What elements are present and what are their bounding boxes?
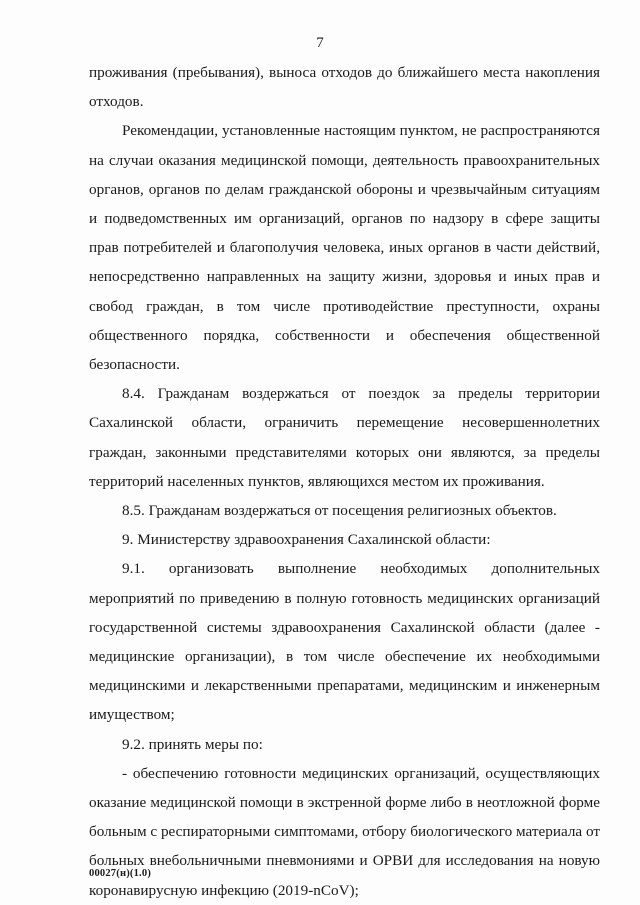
paragraph-8-4: 8.4. Гражданам воздержаться от поездок за пределы территории Сахалинской области, ограничить перемещение несовершеннолетних граждан, законными представителями которых они являются, за пределы территорий населенных пунктов, являющихся местом их проживания. — [89, 385, 600, 490]
page-number: 7 — [316, 35, 324, 51]
document-code: 00027(н)(1.0) — [89, 868, 152, 879]
paragraph-9-2: 9.2. принять меры по: — [122, 735, 263, 753]
paragraph-continued: проживания (пребывания), выноса отходов до ближайшего места накопления отходов. — [89, 64, 600, 111]
paragraph-9-2-bullet: - обеспечению готовности медицинских организаций, осуществляющих оказание медицинской помощи в экстренной форме либо в неотложной форме больным с респираторными симптомами, отбору биологического материала от больных внебольничными пневмониями и ОРВИ для исследования на новую коронавирусную инфекцию (2019-nCoV); — [89, 764, 600, 899]
paragraph-recommendations: Рекомендации, установленные настоящим пунктом, не распространяются на случаи оказания медицинской помощи, деятельность правоохранительных органов, органов по делам гражданской обороны и чрезвычайным ситуациям и подведомственных им организаций, органов по надзору в сфере защиты прав потребителей и благополучия человека, иных органов в части действий, непосредственно направленных на защиту жизни, здоровья и иных прав и свобод граждан, в том числе противодействие преступности, охраны общественного порядка, собственности и обеспечения общественной безопасности. — [89, 122, 600, 374]
paragraph-8-5: 8.5. Гражданам воздержаться от посещения религиозных объектов. — [122, 502, 557, 520]
document-body — [89, 58, 600, 905]
paragraph-9: 9. Министерству здравоохранения Сахалинской области: — [122, 531, 491, 549]
paragraph-9-1: 9.1. организовать выполнение необходимых дополнительных мероприятий по приведению в полную готовность медицинских организаций государственной системы здравоохранения Сахалинской области (далее - медицинские организации), в том числе обеспечение их необходимыми медицинскими и лекарственными препаратами, медицинским и инженерным имуществом; — [89, 560, 600, 724]
